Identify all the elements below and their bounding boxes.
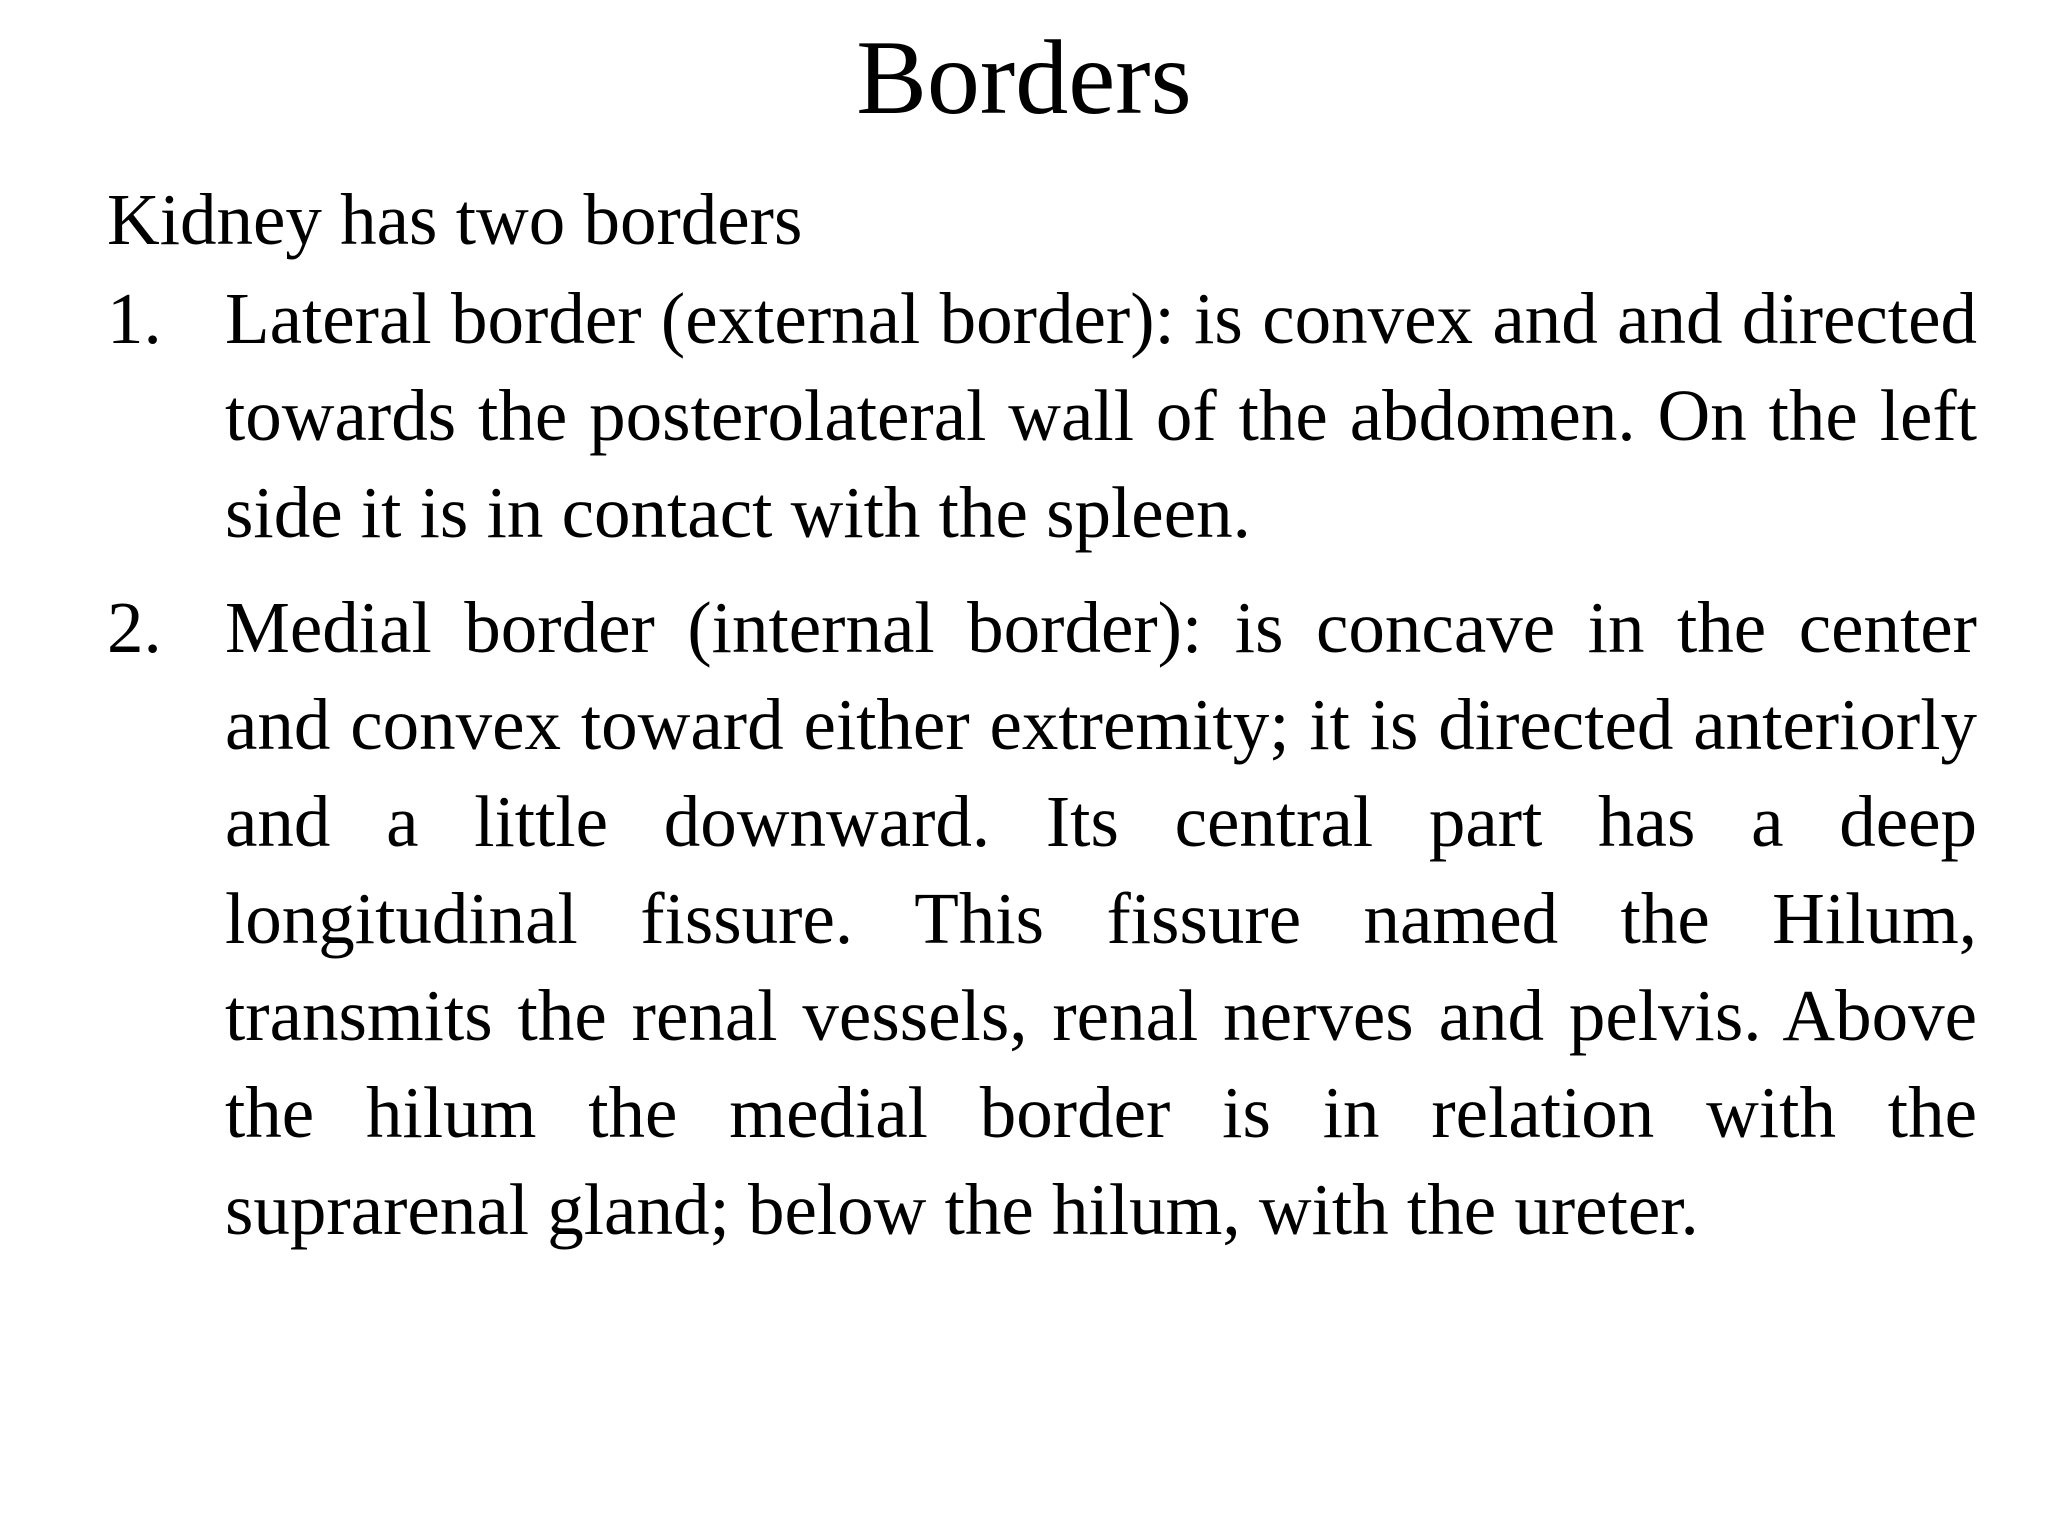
list-item-text: Lateral border (external border): is convex and and directed towards the posterolateral wall of the abdomen. On the left side it is in contact with the spleen. <box>225 278 1977 553</box>
list-item-number: 2. <box>107 587 162 668</box>
borders-list <box>107 270 1977 1258</box>
list-item-number: 1. <box>107 278 162 359</box>
page-title: Borders <box>856 19 1192 136</box>
intro-text: Kidney has two borders <box>107 179 803 260</box>
list-item <box>107 270 1977 561</box>
list-item-text: Medial border (internal border): is concave in the center and convex toward either extremity; it is directed anteriorly and a little downward. Its central part has a deep longitudinal fissure. This fissure named the Hilum, transmits the renal vessels, renal nerves and pelvis. Above the hilum the medial border is in relation with the suprarenal gland; below the hilum, with the ureter. <box>225 587 1977 1250</box>
list-item <box>107 579 1977 1258</box>
